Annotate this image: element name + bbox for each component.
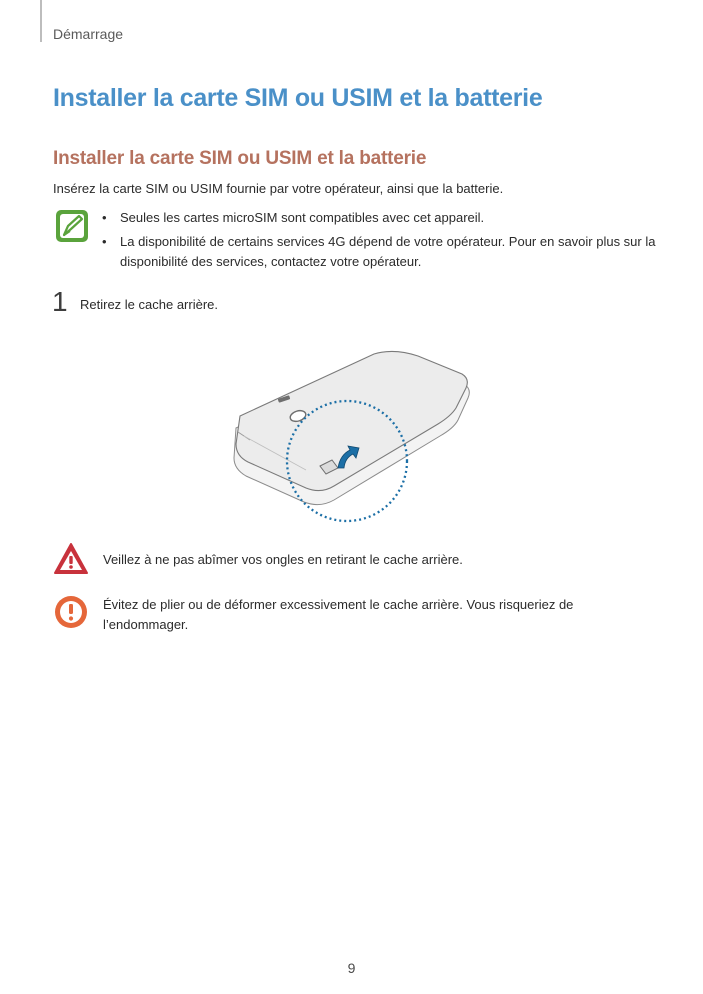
intro-paragraph: Insérez la carte SIM ou USIM fournie par votre opérateur, ainsi que la batterie. bbox=[53, 181, 504, 196]
caution-icon bbox=[53, 594, 89, 630]
section-header: Démarrage bbox=[53, 26, 124, 42]
page-corner-line bbox=[40, 0, 42, 42]
list-item bbox=[102, 208, 662, 228]
section-subtitle: Installer la carte SIM ou USIM et la batterie bbox=[53, 148, 427, 169]
note-item-text: Seules les cartes microSIM sont compatibles avec cet appareil. bbox=[120, 210, 485, 225]
page-title: Installer la carte SIM ou USIM et la batterie bbox=[53, 84, 543, 112]
list-item bbox=[102, 232, 662, 272]
caution-text: Évitez de plier ou de déformer excessivement le cache arrière. Vous risqueriez de l’endommager. bbox=[103, 597, 574, 632]
note-bullet-list bbox=[102, 208, 662, 276]
phone-back-cover-illustration bbox=[226, 336, 476, 526]
warning-text: Veillez à ne pas abîmer vos ongles en retirant le cache arrière. bbox=[103, 552, 463, 567]
step-number: 1 bbox=[52, 286, 68, 317]
page-number: 9 bbox=[347, 960, 356, 976]
note-item-text: La disponibilité de certains services 4G dépend de votre opérateur. Pour en savoir plus sur la disponibilité des services, contactez votre opérateur. bbox=[120, 234, 656, 269]
note-icon bbox=[54, 208, 90, 244]
step-instruction: Retirez le cache arrière. bbox=[80, 297, 218, 312]
warning-icon bbox=[53, 541, 89, 577]
bullet-marker: • bbox=[102, 210, 107, 225]
bullet-marker: • bbox=[102, 234, 107, 249]
